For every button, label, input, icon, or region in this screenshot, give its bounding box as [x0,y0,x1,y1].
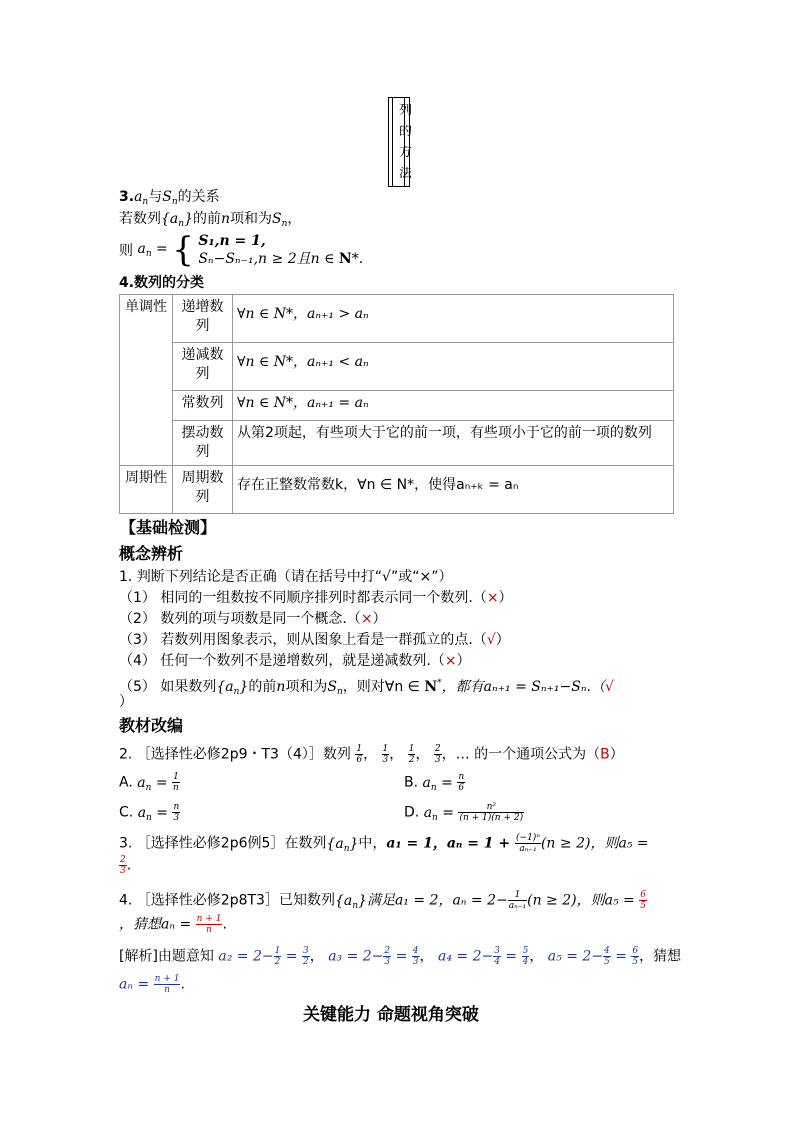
q3-answer: $\frac{2}{3}$ . [120,855,132,876]
q4-stem: 4. ［选择性必修2p8T3］已知数列$\{a_n\}$满足a₁ = 2，aₙ = 2− $\frac{1}{\text{aₙ₋₁}}$ (n ≥ 2)，则a₅ = $\frac{6}{5}$ [119,890,646,911]
section4-title: 4.数列的分类 [119,275,205,291]
table-row [120,343,674,391]
q1-item-4: （4） 任何一个数列不是递增数列，就是递减数列.（×） [119,653,471,669]
q1-item-3: （3） 若数列用图象表示，则从图象上看是一群孤立的点.（√） [119,632,510,648]
type-cell: 摆动数列 [173,421,233,466]
def-cell: ∀n ∈ N*，aₙ₊₁ > aₙ [233,295,674,343]
vertical-text-box [388,97,413,187]
q2-stem: 2. ［选择性必修2p9・T3（4）］数列 $\frac{1}{6}$ ， $\frac{1}{3}$ ， $\frac{1}{2}$ ， $\frac{2}{3}$ ，… 的一个通项公式为（B） [119,744,624,765]
vertical-char-3: 方 [399,146,413,160]
q1-item-2: （2） 数列的项与项数是同一个概念.（×） [119,611,387,627]
table-row [120,391,674,421]
type-cell: 递减数列 [173,343,233,391]
q2-option-a: A. $a_n$ = $\frac{1}{n}$ [119,772,179,793]
q1-item-1: （1） 相同的一组数按不同顺序排列时都表示同一个数列.（×） [119,590,513,606]
section3-line1: 若数列$\{a_n\}$的前n项和为$S_n$， [119,211,302,229]
q3-stem: 3. ［选择性必修2p6例5］在数列$\{a_n\}$中，a₁ = 1，aₙ = 1 + $\frac{\text{(−1)ⁿ}}{\text{aₙ₋₁}}$ (n ≥ 2)，则a₅ = [119,833,649,854]
def-cell: ∀n ∈ N*，aₙ₊₁ < aₙ [233,343,674,391]
q4-guess: ，猜想aₙ = $\frac{n + 1}{n}$ . [119,914,227,935]
q1-stem: 1. 判断下列结论是否正确（请在括号中打“√”或“×”） [119,569,453,585]
group-periodic: 周期性 [120,466,173,514]
q1-item-5: （5） 如果数列$\{a_n\}$的前n项和为$S_n$，则对∀n ∈ N*，都有aₙ₊₁ = Sₙ₊₁−Sₙ.（√ [119,678,614,697]
type-cell: 递增数列 [173,295,233,343]
analysis-line2: aₙ = $\frac{n + 1}{n}$ . [119,974,185,995]
type-cell: 周期数列 [173,466,233,514]
def-cell: ∀n ∈ N*，aₙ₊₁ = aₙ [233,391,674,421]
def-cell: 存在正整数常数k，∀n ∈ N*，使得aₙ₊ₖ = aₙ [233,466,674,514]
case-2: Sₙ−Sₙ₋₁,n ≥ 2且n ∈ N*. [198,251,364,267]
analysis-line1: [解析]由题意知 a₂ = 2− $\frac{1}{2}$ = $\frac{3}{2}$ ， a₃ = 2− $\frac{2}{3}$ = $\frac{4}{3}$ ， a₄ = 2− $\frac{3}{4}$ = $\frac{5}{4}$ ， a₅ = 2− $\frac{4}{5}$ = $\frac{6}{5}$ ，猜想 [119,946,682,967]
vertical-char-2: 的 [399,125,413,139]
classification-table [119,294,674,514]
table-row [120,421,674,466]
section3-formula: 则 $a_n$ = { S₁,n = 1, Sₙ−Sₙ₋₁,n ≥ 2且n ∈ N*. [119,230,364,270]
table-row [120,295,674,343]
section-title: 关键能力 命题视角突破 [303,1005,479,1025]
q2-option-d: D. $a_n$ = $\frac{\text{n²}}{(n + 1)(n + 2)}$ [404,802,524,823]
concept-heading: 概念辨析 [119,544,184,563]
textbook-heading: 教材改编 [119,716,184,735]
vertical-char-4: 法 [399,167,413,181]
q1-item-5-close: ） [119,694,133,710]
def-cell: 从第2项起，有些项大于它的前一项，有些项小于它的前一项的数列 [233,421,674,466]
type-cell: 常数列 [173,391,233,421]
section3-title: $3.a_n$与$S_n$的关系 [119,189,220,207]
vertical-char-1: 列 [399,104,413,118]
q2-option-b: B. $a_n$ = $\frac{n}{6}$ [404,772,465,793]
table-row [120,466,674,514]
q2-option-c: C. $a_n$ = $\frac{n}{3}$ [119,802,180,823]
basic-test-heading: 【基础检测】 [120,518,217,537]
case-1: S₁,n = 1, [198,233,266,249]
group-monotonic: 单调性 [120,295,173,466]
